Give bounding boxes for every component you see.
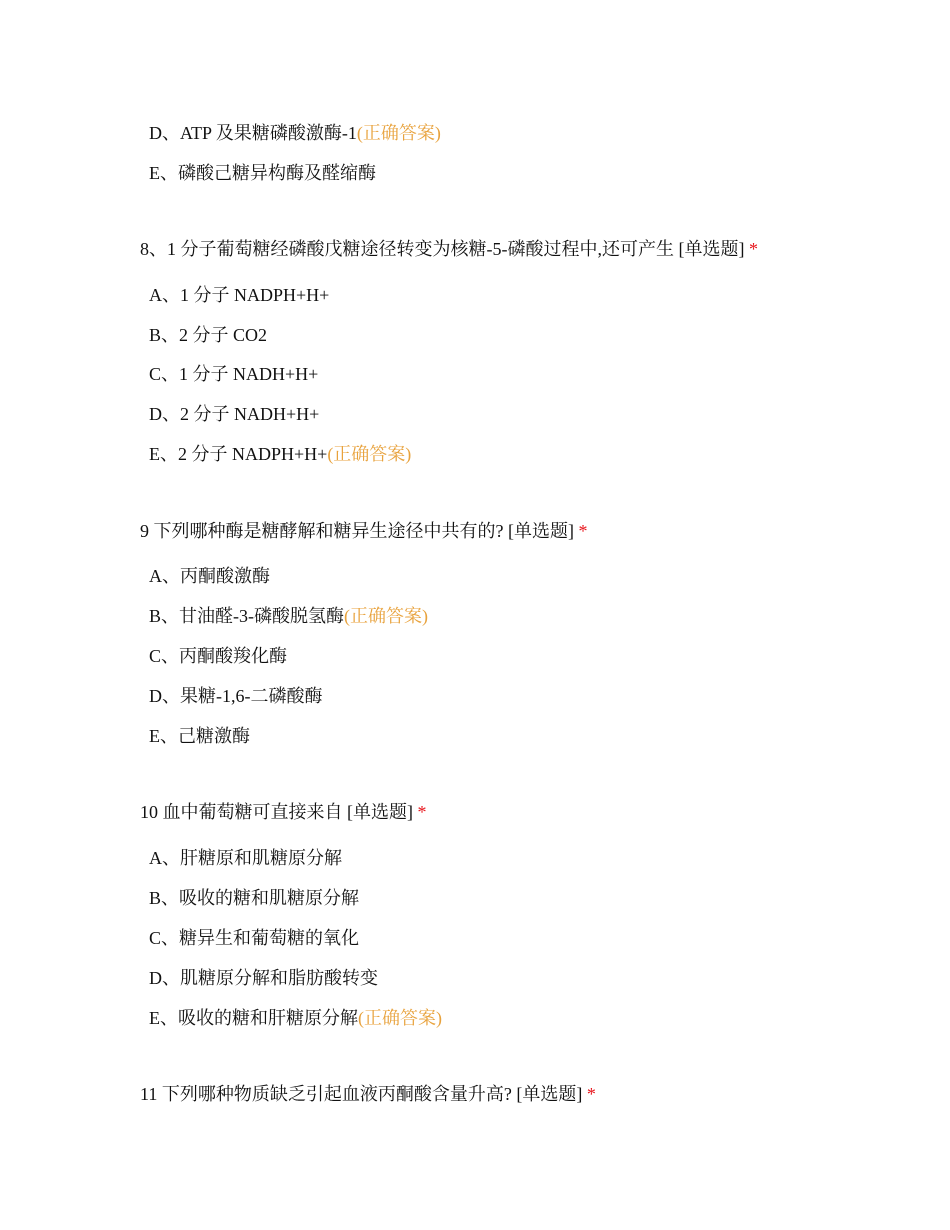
option-text: B、2 分子 CO2 bbox=[149, 325, 268, 345]
option-item bbox=[149, 926, 359, 950]
option-text: E、吸收的糖和肝糖原分解 bbox=[149, 1008, 358, 1028]
question-title bbox=[140, 800, 427, 824]
option-text: A、丙酮酸激酶 bbox=[149, 566, 270, 586]
option-item bbox=[149, 604, 428, 628]
option-text: E、己糖激酶 bbox=[149, 726, 250, 746]
option-text: E、磷酸己糖异构酶及醛缩酶 bbox=[149, 163, 376, 183]
option-text: A、1 分子 NADPH+H+ bbox=[149, 285, 330, 305]
question-title bbox=[140, 519, 587, 543]
question-title-text: 11 下列哪种物质缺乏引起血液丙酮酸含量升高? [单选题] bbox=[140, 1084, 583, 1104]
option-item bbox=[149, 644, 287, 668]
option-item bbox=[149, 323, 267, 347]
option-text: C、1 分子 NADH+H+ bbox=[149, 364, 319, 384]
option-text: A、肝糖原和肌糖原分解 bbox=[149, 848, 342, 868]
option-item bbox=[149, 362, 318, 386]
question-title bbox=[140, 1082, 596, 1106]
option-text: B、吸收的糖和肌糖原分解 bbox=[149, 888, 360, 908]
option-text: D、2 分子 NADH+H+ bbox=[149, 404, 320, 424]
question-title-text: 8、1 分子葡萄糖经磷酸戊糖途径转变为核糖-5-磷酸过程中,还可产生 [单选题] bbox=[140, 239, 745, 259]
correct-answer-marker: (正确答案) bbox=[358, 1008, 442, 1028]
option-text: D、肌糖原分解和脂肪酸转变 bbox=[149, 968, 378, 988]
question-title-text: 10 血中葡萄糖可直接来自 [单选题] bbox=[140, 802, 413, 822]
option-item bbox=[149, 564, 270, 588]
option-item bbox=[149, 283, 329, 307]
required-asterisk: * bbox=[578, 521, 588, 541]
option-item bbox=[149, 1006, 442, 1030]
option-item bbox=[149, 442, 411, 466]
option-item bbox=[149, 724, 250, 748]
required-asterisk: * bbox=[586, 1084, 596, 1104]
option-item bbox=[149, 161, 376, 185]
correct-answer-marker: (正确答案) bbox=[327, 444, 412, 464]
option-text: C、糖异生和葡萄糖的氧化 bbox=[149, 928, 360, 948]
option-item bbox=[149, 846, 342, 870]
option-item bbox=[149, 684, 323, 708]
question-title bbox=[140, 237, 758, 261]
option-text: C、丙酮酸羧化酶 bbox=[149, 646, 288, 666]
option-item bbox=[149, 402, 319, 426]
required-asterisk: * bbox=[417, 802, 427, 822]
option-text: D、ATP 及果糖磷酸激酶-1 bbox=[149, 123, 357, 143]
option-item bbox=[149, 121, 441, 145]
option-text: E、2 分子 NADPH+H+ bbox=[149, 444, 328, 464]
correct-answer-marker: (正确答案) bbox=[356, 123, 441, 143]
required-asterisk: * bbox=[748, 239, 758, 259]
option-item bbox=[149, 886, 359, 910]
question-title-text: 9 下列哪种酶是糖酵解和糖异生途径中共有的? [单选题] bbox=[140, 521, 574, 541]
option-text: B、甘油醛-3-磷酸脱氢酶 bbox=[149, 606, 344, 626]
correct-answer-marker: (正确答案) bbox=[344, 606, 428, 626]
option-text: D、果糖-1,6-二磷酸酶 bbox=[149, 686, 323, 706]
option-item bbox=[149, 966, 378, 990]
